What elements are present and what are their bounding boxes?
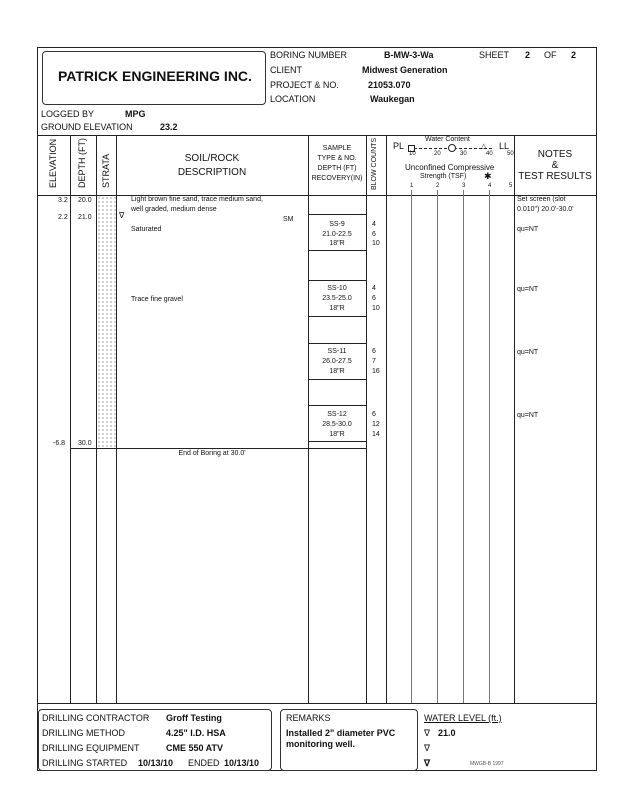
wc-symbol: [448, 144, 456, 152]
ucs-tick-5: 5: [509, 183, 513, 189]
sheet-label: SHEET: [479, 50, 510, 60]
contractor-label: DRILLING CONTRACTOR: [42, 713, 150, 723]
ended-label: ENDED: [188, 758, 220, 768]
contractor-value: Groff Testing: [166, 713, 222, 723]
blow-count: 12: [372, 421, 380, 428]
ll-label: LL: [499, 141, 510, 151]
location-label: LOCATION: [270, 94, 316, 104]
blow-count: 10: [372, 240, 380, 247]
water-table-icon: ∇: [119, 211, 125, 220]
trace-gravel-note: Trace fine gravel: [131, 296, 183, 303]
blow-count: 6: [372, 411, 376, 418]
ucs-tick-4: 4: [488, 183, 492, 189]
water-level-label: WATER LEVEL (ft.): [424, 713, 502, 723]
method-label: DRILLING METHOD: [42, 728, 126, 738]
ucs-tick-3: 3: [462, 183, 466, 189]
location-value: Waukegan: [370, 94, 415, 104]
started-value: 10/13/10: [138, 758, 174, 768]
sample-depth: 23.5-25.0: [322, 295, 352, 302]
sheet-number: 2: [525, 50, 531, 60]
sample-id: SS-10: [327, 285, 347, 292]
notes-header-2: &: [551, 160, 559, 171]
sample-id: SS-9: [329, 221, 345, 228]
blow-count: 4: [372, 285, 376, 292]
sample-header-3: DEPTH (FT): [317, 165, 357, 172]
sample-recovery: 18"R: [329, 368, 345, 375]
sample-depth: 21.0-22.5: [322, 231, 352, 238]
remarks-label: REMARKS: [286, 713, 331, 723]
logged-by-value: MPG: [125, 109, 146, 119]
project-value: 21053.070: [368, 80, 411, 90]
ucs-tick-1: 1: [410, 183, 414, 189]
sample-depth: 28.5-30.0: [322, 421, 352, 428]
uscs-code: SM: [283, 216, 294, 223]
wc-tick-50: 50: [507, 151, 514, 157]
sample-id: SS-11: [327, 348, 347, 355]
depth-value: 20.0: [78, 197, 92, 204]
wc-tick-20: 20: [434, 151, 441, 157]
sample-recovery: 18"R: [329, 240, 345, 247]
notes-header-1: NOTES: [537, 149, 573, 160]
strata-fill: [97, 196, 116, 449]
blow-counts-header: BLOW COUNTS: [371, 137, 378, 190]
boring-number: B-MW-3-Wa: [384, 50, 434, 60]
form-code: MWGB-B 1997: [470, 761, 504, 767]
sample-note: qu=NT: [517, 286, 539, 293]
blow-count: 10: [372, 305, 380, 312]
remarks-line: monitoring well.: [286, 739, 355, 749]
notes-header-3: TEST RESULTS: [518, 171, 592, 182]
depth-value: 30.0: [78, 440, 92, 447]
soil-description-line: Light brown fine sand, trace medium sand,: [131, 196, 263, 203]
blow-count: 16: [372, 368, 380, 375]
ucs-label-1: Unconfined Compressive: [405, 163, 495, 172]
sample-header-4: RECOVERY(IN): [311, 175, 363, 182]
depth-value: 21.0: [78, 214, 92, 221]
client-label: CLIENT: [270, 65, 303, 75]
soil-header-1: SOIL/ROCK: [184, 153, 240, 164]
sample-note: qu=NT: [517, 349, 539, 356]
end-of-boring-line: [70, 448, 366, 449]
ucs-tick-2: 2: [436, 183, 440, 189]
equipment-label: DRILLING EQUIPMENT: [42, 743, 140, 753]
strata-header: STRATA: [101, 153, 111, 188]
company-name: PATRICK ENGINEERING INC.: [58, 68, 252, 84]
water-level-icon: ∇: [424, 743, 431, 753]
blow-count: 7: [372, 358, 376, 365]
logged-by-label: LOGGED BY: [41, 109, 95, 119]
soil-header-2: DESCRIPTION: [177, 167, 247, 178]
remarks-line: Installed 2" diameter PVC: [286, 728, 396, 738]
project-label: PROJECT & NO.: [270, 80, 339, 90]
ground-elevation-value: 23.2: [160, 122, 178, 132]
blow-count: 6: [372, 348, 376, 355]
elevation-value: -6.8: [53, 440, 66, 447]
sheet-total: 2: [571, 50, 577, 60]
blow-count: 6: [372, 231, 376, 238]
sample-header-1: SAMPLE: [322, 145, 352, 152]
depth-header: DEPTH (FT): [77, 138, 87, 188]
sample-note: qu=NT: [517, 226, 539, 233]
sample-recovery: 18"R: [329, 431, 345, 438]
sample-id: SS-12: [327, 411, 347, 418]
wc-tick-40: 40: [486, 151, 493, 157]
water-level-icon: ∇: [424, 758, 431, 768]
wc-tick-30: 30: [460, 151, 467, 157]
sample-depth: 26.0-27.5: [322, 358, 352, 365]
sample-note: qu=NT: [517, 412, 539, 419]
elevation-value: 3.2: [58, 197, 68, 204]
blow-count: 14: [372, 431, 380, 438]
client-value: Midwest Generation: [362, 65, 448, 75]
ll-symbol: △: [481, 143, 487, 150]
sheet-of: OF: [544, 50, 557, 60]
ended-value: 10/13/10: [224, 758, 260, 768]
water-content-label: Water Content: [425, 136, 470, 143]
equipment-value: CME 550 ATV: [166, 743, 224, 753]
water-level-value: 21.0: [438, 728, 456, 738]
ucs-star-icon: ✱: [484, 171, 492, 181]
ucs-label-2: Strength (TSF): [420, 173, 467, 180]
started-label: DRILLING STARTED: [42, 758, 128, 768]
blow-count: 4: [372, 221, 376, 228]
blow-count: 6: [372, 295, 376, 302]
screen-note: Set screen (slot: [517, 196, 566, 203]
sample-recovery: 18"R: [329, 305, 345, 312]
wc-tick-10: 10: [409, 151, 416, 157]
screen-note: 0.010") 20.0'-30.0': [517, 206, 574, 213]
pl-label: PL: [393, 141, 405, 151]
end-of-boring-text: End of Boring at 30.0': [178, 450, 246, 457]
elevation-header: ELEVATION: [48, 138, 58, 188]
ground-elevation-label: GROUND ELEVATION: [41, 122, 133, 132]
water-level-icon: ∇: [424, 728, 431, 738]
method-value: 4.25" I.D. HSA: [166, 728, 226, 738]
elevation-value: 2.2: [58, 214, 68, 221]
sample-header-2: TYPE & NO.: [317, 155, 357, 162]
saturated-note: Saturated: [131, 226, 162, 233]
soil-description-line: well graded, medium dense: [131, 206, 217, 213]
boring-number-label: BORING NUMBER: [270, 50, 348, 60]
